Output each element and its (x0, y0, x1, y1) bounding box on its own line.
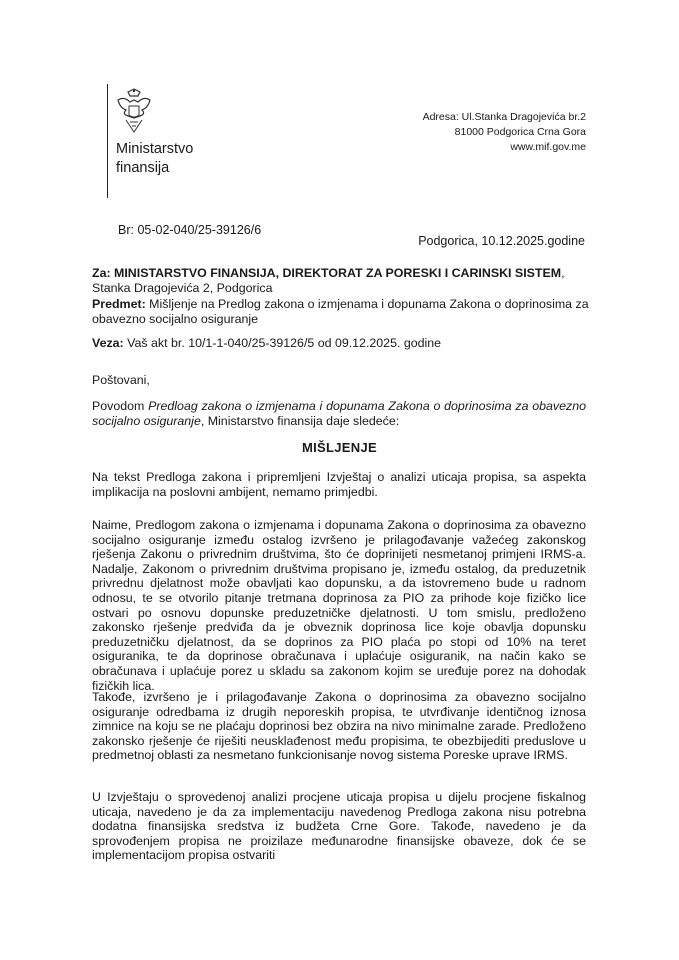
intro-paragraph (92, 399, 586, 428)
intro-prefix: Povodom (92, 399, 149, 413)
recipient-block (92, 266, 592, 295)
reference-label: Veza: (92, 336, 124, 350)
paragraph-4: U Izvještaju o sprovedenoj analizi procjene uticaja propisa u dijelu procjene fiskalnog uticaja, navedeno je da za implementaciju navedenog Predloga zakona nisu potrebna dodatna finansijska sredstva iz budžeta Crne Gore. Takođe, navedeno je da sprovođenjem propisa ne proizilaze međunarodne finansijske obaveze, dok će se implementacijom propisa ostvariti (92, 790, 586, 863)
ministry-name (116, 140, 193, 178)
opinion-heading: MIŠLJENJE (302, 440, 377, 455)
intro-suffix: , Ministarstvo finansija daje sledeće: (200, 413, 400, 428)
subject-block (92, 297, 592, 326)
coat-of-arms-icon (114, 88, 154, 134)
ministry-name-line1: Ministarstvo (116, 141, 194, 157)
reference-block (92, 336, 592, 351)
paragraph-1: Na tekst Predloga zakona i pripremljeni Izvještaj o analizi uticaja propisa, sa aspekta implikacija na poslovni ambijent, nemamo primjedbi. (92, 470, 586, 499)
recipient-name: MINISTARSTVO FINANSIJA, DIREKTORAT ZA PORESKI I CARINSKI SISTEM (114, 266, 562, 280)
reference-number: Br: 05-02-040/25-39126/6 (118, 223, 262, 237)
paragraph-3: Takođe, izvršeno je i prilagođavanje Zakona o doprinosima za obavezno socijalno osiguranje odredbama iz drugih neporeskih propisa, te utvrđivanje identičnog iznosa zimnice na koju se ne plaćaju doprinosi bez obzira na nivo minimalne zarade. Predloženo zakonsko rješenje će riješiti neusklađenost među propisima, te obezbijediti preduslove u predmetnoj oblasti za nesmetano funkcionisanje novog sistema Poreske uprave IRMS. (92, 690, 586, 763)
recipient-address: , Stanka Dragojevića 2, Podgorica (92, 266, 565, 295)
address-website: www.mif.gov.me (510, 141, 586, 153)
recipient-label: Za: (92, 266, 111, 280)
ministry-address (423, 110, 586, 155)
address-street: Adresa: Ul.Stanka Dragojevića br.2 (422, 111, 586, 123)
document-date: Podgorica, 10.12.2025.godine (418, 234, 585, 248)
subject-label: Predmet: (92, 297, 146, 311)
address-city: 81000 Podgorica Crna Gora (454, 126, 586, 138)
ministry-name-line2: finansija (116, 160, 170, 176)
salutation: Poštovani, (92, 373, 150, 387)
paragraph-2: Naime, Predlogom zakona o izmjenama i dopunama Zakona o doprinosima za obavezno socijalno osiguranje između ostalog izvršeno je prilagođavanje važećeg zakonskog rješenja Zakonu o privrednim društvima, što će doprinijeti nesmetanoj primjeni IRMS-a. Nadalje, Zakonom o privrednim društvima propisano je, između ostalog, da preduzetnik privrednu djelatnost može obavljati kao dopunsku, a da istovremeno bude u radnom odnosu, te se otvorilo pitanje tretmana doprinosa za PIO za prihode koje fizičko lice ostvari po osnovu dopunske preduzetničke djelatnosti. U tom smislu, predloženo zakonsko rješenje predviđa da je obveznik doprinosa lice koje obavlja dopunsku preduzetničku djelatnost, da se doprinos za PIO plaća po stopi od 10% na teret osiguranika, te da doprinose obračunava i uplaćuje osiguranik, na način kako se obračunava i uplaćuje porez u skladu sa zakonom kojim se uređuje porez na dohodak fizičkih lica. (92, 518, 586, 693)
intro-law-title: Predloag zakona o izmjenama i dopunama Zakona o doprinosima za obavezno socijalno osiguranje (92, 399, 586, 428)
header-divider (107, 84, 108, 198)
subject-text: Mišljenje na Predlog zakona o izmjenama i dopunama Zakona o doprinosima za obavezno socijalno osiguranje (92, 297, 589, 326)
reference-text: Vaš akt br. 10/1-1-040/25-39126/5 od 09.12.2025. godine (127, 336, 442, 350)
